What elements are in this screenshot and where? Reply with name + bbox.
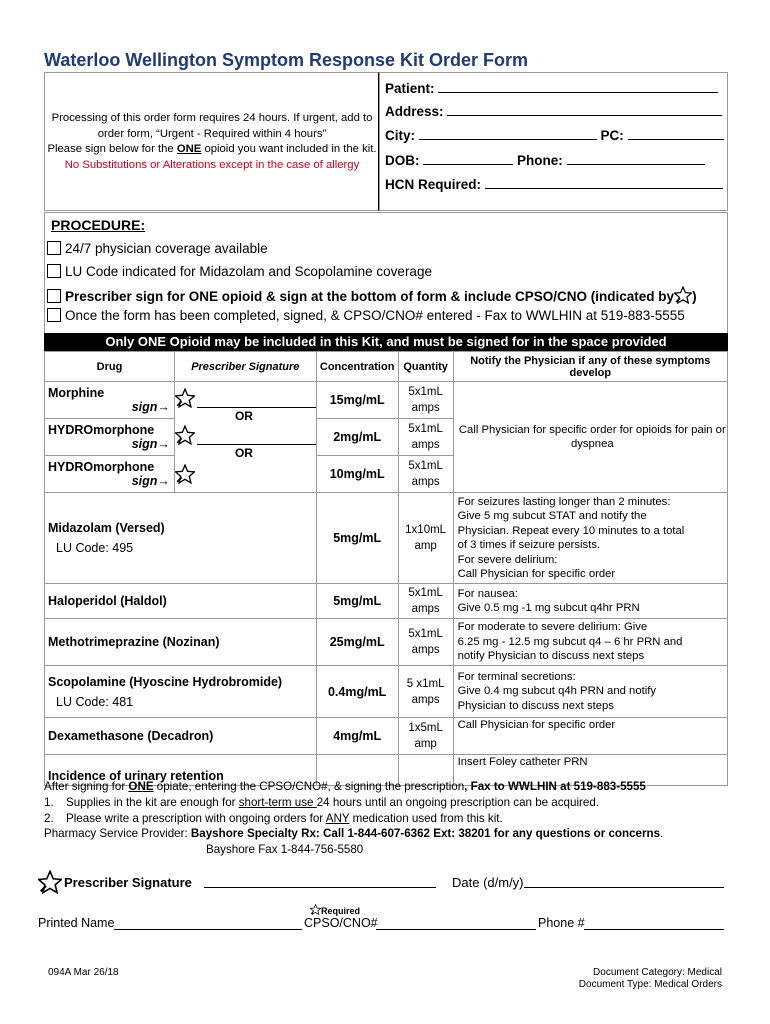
drug-urinary: Incidence of urinary retention	[45, 755, 317, 786]
form-title: Waterloo Wellington Symptom Response Kit Order Form	[44, 50, 529, 70]
notify-haloperidol: For nausea: Give 0.5 mg -1 mg subcut q4hr PRN	[453, 584, 727, 619]
procedure-item-2: LU Code indicated for Midazolam and Scopolamine coverage	[47, 264, 432, 279]
printed-name-row	[38, 906, 738, 940]
checkbox-coverage[interactable]	[47, 241, 61, 255]
col-drug: Drug	[45, 352, 175, 382]
conc-hydromorphone-2: 2mg/mL	[316, 419, 398, 456]
document-category: Document Category: Medical Document Type: Medical Orders	[578, 967, 722, 990]
conc-hydromorphone-10: 10mg/mL	[316, 456, 398, 493]
table-row-morphine	[45, 382, 728, 419]
patient-info-box	[378, 72, 728, 211]
footer-notes	[44, 779, 728, 858]
date-line[interactable]	[524, 887, 724, 888]
star-icon	[175, 388, 195, 408]
conc-methotrimeprazine: 25mg/mL	[316, 619, 398, 666]
address-field[interactable]: Address:	[385, 104, 722, 119]
bayshore-fax: Bayshore Fax 1-844-756-5580	[206, 843, 364, 857]
hcn-field[interactable]: HCN Required:	[385, 177, 723, 192]
qty-hydromorphone-10: 5x1mL amps	[398, 456, 453, 493]
prescriber-signature-row	[38, 870, 738, 894]
dob-field[interactable]: DOB: Phone:	[385, 153, 705, 168]
qty-haloperidol: 5x1mL amps	[398, 584, 453, 619]
star-icon	[175, 464, 195, 484]
checkbox-lu-code[interactable]	[47, 264, 61, 278]
phone-input-line[interactable]	[567, 153, 705, 165]
signature-morphine[interactable]	[174, 382, 316, 423]
procedure-item-3: Prescriber sign for ONE opioid & sign at the bottom of form & include CPSO/CNO (indicated by )	[47, 286, 697, 304]
patient-field[interactable]: Patient:	[385, 81, 718, 96]
address-input-line[interactable]	[447, 104, 722, 116]
prescriber-signature-label: Prescriber Signature	[64, 875, 192, 890]
dob-input-line[interactable]	[423, 153, 513, 165]
phone-label: Phone #	[538, 916, 585, 930]
cpso-line[interactable]	[376, 929, 536, 930]
signature-hydromorphone-2[interactable]	[174, 419, 316, 460]
conc-morphine: 15mg/mL	[316, 382, 398, 419]
qty-dexamethasone: 1x5mL amp	[398, 718, 453, 755]
printed-name-line[interactable]	[114, 929, 302, 930]
drug-methotrimeprazine: Methotrimeprazine (Nozinan)	[45, 619, 317, 666]
city-input-line[interactable]	[419, 128, 597, 140]
notify-scopolamine: For terminal secretions: Give 0.4 mg subcut q4h PRN and notify Physician to discuss next steps	[453, 666, 727, 718]
star-icon	[674, 286, 692, 304]
or-label-1: OR	[234, 409, 253, 423]
notify-midazolam: For seizures lasting longer than 2 minutes: Give 5 mg subcut STAT and notify the Physician. Repeat every 10 minutes to a total of 3 times if seizure persists. For severe delirium: Call Physician for specific order	[453, 493, 727, 584]
required-marker: Required	[310, 904, 360, 916]
drug-morphine: Morphine sign→	[45, 382, 175, 419]
date-label: Date (d/m/y)	[452, 875, 524, 890]
star-icon	[175, 425, 195, 445]
procedure-item-1: 24/7 physician coverage available	[47, 241, 268, 256]
drug-hydromorphone-10: HYDROmorphone sign→	[45, 456, 175, 493]
col-signature: Prescriber Signature	[174, 352, 316, 382]
document-id: 094A Mar 26/18	[48, 967, 119, 978]
conc-scopolamine: 0.4mg/mL	[316, 666, 398, 718]
medication-table	[44, 351, 728, 786]
procedure-item-4: Once the form has been completed, signed, & CPSO/CNO# entered - Fax to WWLHIN at 519-883-5555	[47, 308, 685, 323]
phone-line[interactable]	[584, 929, 724, 930]
signature-hydromorphone-10[interactable]	[174, 456, 316, 493]
opioid-banner: Only ONE Opioid may be included in this Kit, and must be signed for in the space provided	[44, 333, 728, 351]
processing-box	[44, 72, 380, 211]
checkbox-fax[interactable]	[47, 308, 61, 322]
note-2: 2. Please write a prescription with ongoing orders for ANY medication used from this kit.	[44, 811, 503, 825]
col-concentration: Concentration	[316, 352, 398, 382]
notify-urinary: Insert Foley catheter PRN	[453, 755, 727, 786]
cpso-label: CPSO/CNO#	[304, 916, 378, 930]
procedure-title: PROCEDURE:	[51, 217, 146, 233]
conc-haloperidol: 5mg/mL	[316, 584, 398, 619]
conc-midazolam: 5mg/mL	[316, 493, 398, 584]
qty-methotrimeprazine: 5x1mL amps	[398, 619, 453, 666]
qty-hydromorphone-2: 5x1mL amps	[398, 419, 453, 456]
pharmacy-provider: Pharmacy Service Provider: Bayshore Specialty Rx: Call 1-844-607-6362 Ext: 38201 for any questions or concerns.	[44, 827, 664, 841]
star-icon	[310, 904, 321, 915]
processing-line-1: Processing of this order form requires 24 hours. If urgent, add to	[51, 112, 373, 124]
drug-midazolam: Midazolam (Versed) LU Code: 495	[45, 493, 317, 584]
procedure-box	[44, 212, 728, 335]
after-signing-note: After signing for ONE opiate, entering the CPSO/CNO#, & signing the prescription, Fax to WWLHIN at 519-883-5555	[44, 780, 646, 793]
table-row-methotrimeprazine	[45, 619, 728, 666]
conc-dexamethasone: 4mg/mL	[316, 718, 398, 755]
star-icon	[38, 870, 62, 894]
patient-input-line[interactable]	[438, 81, 718, 93]
drug-dexamethasone: Dexamethasone (Decadron)	[45, 718, 317, 755]
qty-midazolam: 1x10mL amp	[398, 493, 453, 584]
notify-methotrimeprazine: For moderate to severe delirium: Give 6.25 mg - 12.5 mg subcut q4 – 6 hr PRN and notify Physician to discuss next steps	[453, 619, 727, 666]
prescriber-signature-line[interactable]	[204, 887, 436, 888]
drug-scopolamine: Scopolamine (Hyoscine Hydrobromide) LU Code: 481	[45, 666, 317, 718]
drug-hydromorphone-2: HYDROmorphone sign→	[45, 419, 175, 456]
notify-opioids: Call Physician for specific order for opioids for pain or dyspnea	[453, 382, 727, 493]
qty-scopolamine: 5 x1mL amps	[398, 666, 453, 718]
printed-name-label: Printed Name	[38, 916, 115, 930]
col-notify: Notify the Physician if any of these symptoms develop	[453, 352, 727, 382]
table-header-row	[45, 352, 728, 382]
city-field[interactable]: City: PC:	[385, 128, 724, 143]
select-instruction: Please sign below for the ONE opioid you want included in the kit.	[47, 143, 377, 155]
no-substitutions-note: No Substitutions or Alterations except in the case of allergy	[64, 158, 360, 171]
or-label-2: OR	[234, 445, 253, 460]
table-row-dexamethasone	[45, 718, 728, 755]
notify-dexamethasone: Call Physician for specific order	[453, 718, 727, 755]
table-row-haloperidol	[45, 584, 728, 619]
checkbox-prescriber-sign[interactable]	[47, 289, 61, 303]
hcn-input-line[interactable]	[485, 177, 723, 189]
processing-note	[45, 111, 379, 173]
postal-code-input-line[interactable]	[628, 128, 724, 140]
qty-morphine: 5x1mL amps	[398, 382, 453, 419]
processing-line-2: order form, “Urgent - Required within 4 hours”	[97, 127, 327, 140]
note-1: 1. Supplies in the kit are enough for short-term use 24 hours until an ongoing prescription can be acquired.	[44, 795, 600, 809]
col-quantity: Quantity	[398, 352, 453, 382]
table-row-midazolam	[45, 493, 728, 584]
table-row-scopolamine	[45, 666, 728, 718]
drug-haloperidol: Haloperidol (Haldol)	[45, 584, 317, 619]
